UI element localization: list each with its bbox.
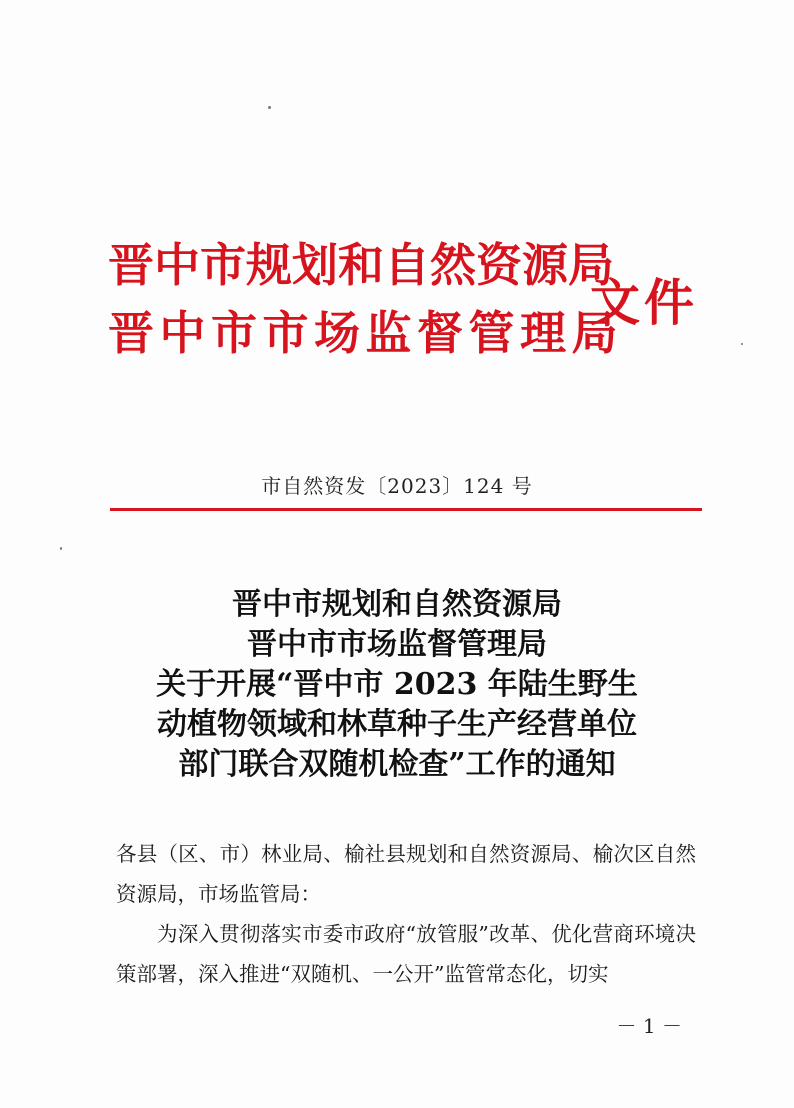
masthead-issuer-2: 晋中市市场监督管理局 <box>108 306 623 360</box>
document-number: 市自然资发〔2023〕124 号 <box>261 474 533 498</box>
scan-speck <box>60 547 62 550</box>
red-masthead <box>108 232 708 372</box>
title-line: 晋中市市场监督管理局 <box>247 627 547 662</box>
addressee-paragraph: 各县（区、市）林业局、榆社县规划和自然资源局、榆次区自然资源局，市场监管局： <box>116 842 696 906</box>
title-line: 动植物领域和林草种子生产经营单位 <box>157 707 637 742</box>
masthead-suffix: 文件 <box>590 274 698 332</box>
document-title <box>90 585 704 785</box>
scan-speck <box>741 343 743 345</box>
page-number: － 1 － <box>616 1014 682 1038</box>
masthead-issuer-1: 晋中市规划和自然资源局 <box>108 238 614 292</box>
title-line: 晋中市规划和自然资源局 <box>232 587 562 622</box>
title-line: 关于开展“晋中市 2023 年陆生野生 <box>156 667 638 702</box>
document-body <box>116 834 696 994</box>
title-line: 部门联合双随机检查”工作的通知 <box>178 747 616 782</box>
scan-speck <box>268 106 271 109</box>
red-separator-line <box>110 508 702 511</box>
body-paragraph: 为深入贯彻落实市委市政府“放管服”改革、优化营商环境决策部署，深入推进“双随机、一公开”监管常态化，切实 <box>116 922 696 986</box>
